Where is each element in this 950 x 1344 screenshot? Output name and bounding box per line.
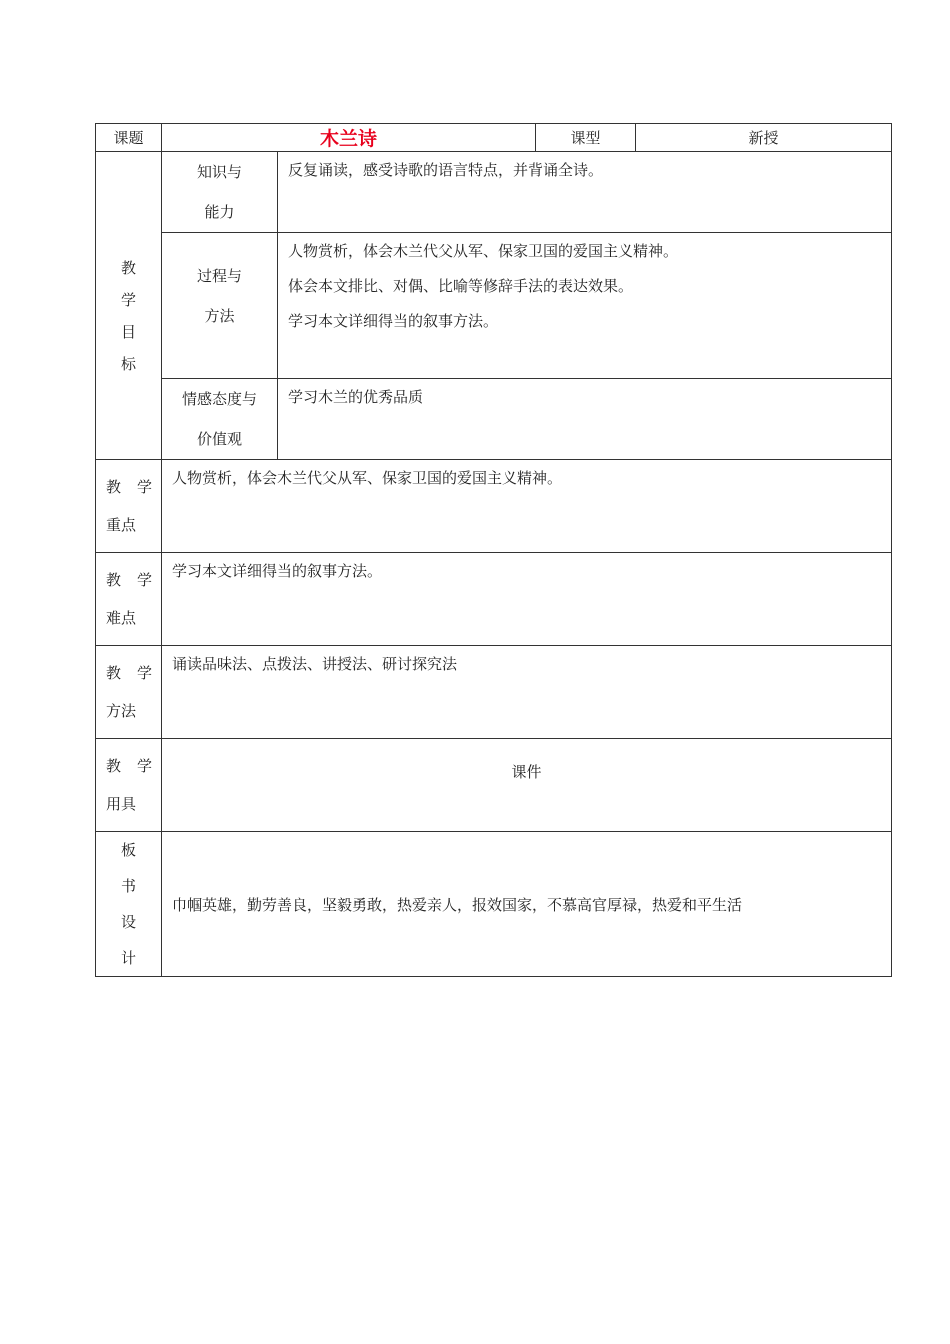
methods-row: [96, 646, 892, 739]
lesson-title: 木兰诗: [162, 124, 536, 152]
methods-content: 诵读品味法、点拨法、讲授法、研讨探究法: [162, 646, 892, 739]
type-label: 课型: [536, 124, 636, 152]
board-design-row: [96, 832, 892, 977]
emotion-label: 情感态度与 价值观: [162, 379, 278, 460]
process-content: 人物赏析，体会木兰代父从军、保家卫国的爱国主义精神。 体会本文排比、对偶、比喻等修辞手法的表达效果。 学习本文详细得当的叙事方法。: [278, 233, 892, 379]
type-value: 新授: [636, 124, 892, 152]
process-label: 过程与 方法: [162, 233, 278, 379]
methods-label: 教 学 方法: [96, 646, 162, 739]
objectives-label: 教 学 目 标: [96, 152, 162, 460]
key-points-label: 教 学 重点: [96, 460, 162, 553]
lesson-plan-table: [95, 123, 892, 977]
tools-label: 教 学 用具: [96, 739, 162, 832]
key-points-row: [96, 460, 892, 553]
tools-content: 课件: [162, 739, 892, 832]
board-design-content: 巾帼英雄，勤劳善良，坚毅勇敢，热爱亲人，报效国家，不慕高官厚禄，热爱和平生活: [162, 832, 892, 977]
difficulties-label: 教 学 难点: [96, 553, 162, 646]
tools-row: [96, 739, 892, 832]
knowledge-content: 反复诵读，感受诗歌的语言特点，并背诵全诗。: [278, 152, 892, 233]
title-label: 课题: [96, 124, 162, 152]
objective-process-row: [96, 233, 892, 379]
knowledge-label: 知识与 能力: [162, 152, 278, 233]
key-points-content: 人物赏析，体会木兰代父从军、保家卫国的爱国主义精神。: [162, 460, 892, 553]
header-row: [96, 124, 892, 152]
emotion-content: 学习木兰的优秀品质: [278, 379, 892, 460]
difficulties-row: [96, 553, 892, 646]
difficulties-content: 学习本文详细得当的叙事方法。: [162, 553, 892, 646]
objective-emotion-row: [96, 379, 892, 460]
board-design-label: 板 书 设 计: [96, 832, 162, 977]
objective-knowledge-row: [96, 152, 892, 233]
